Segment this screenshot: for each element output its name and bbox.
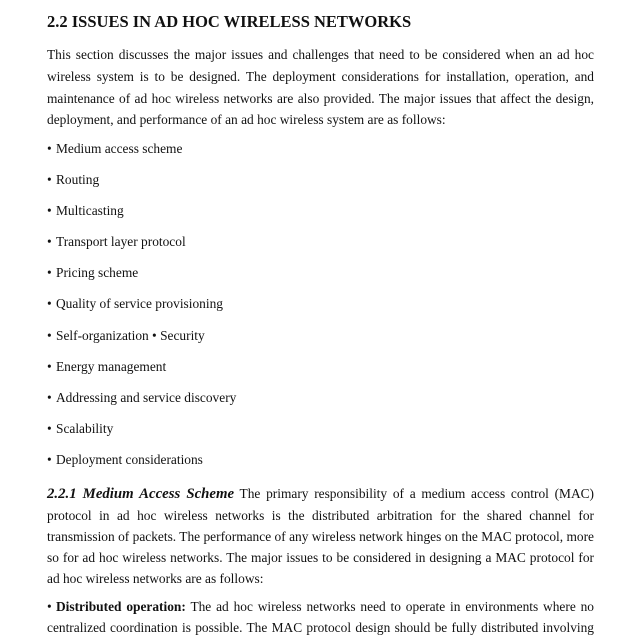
list-item — [47, 418, 236, 449]
list-item — [47, 200, 236, 231]
list-item — [47, 387, 236, 418]
list-item — [47, 293, 236, 324]
medium-access-paragraph — [47, 483, 594, 589]
distributed-operation-body: The ad hoc wireless networks need to operate in environments where no centralized coordination is possible. The MAC protocol design should be fully distributed involving — [47, 599, 594, 635]
list-item — [47, 169, 236, 200]
list-item — [47, 449, 236, 480]
list-item-label: Routing — [56, 172, 100, 188]
list-item — [47, 138, 236, 169]
list-item-label: Addressing and service discovery — [56, 389, 237, 405]
list-item — [47, 356, 236, 387]
list-item-label: Transport layer protocol — [56, 234, 186, 250]
bullet-icon: • — [47, 265, 52, 281]
bullet-icon: • — [47, 234, 52, 250]
list-item-label: Pricing scheme — [56, 265, 139, 281]
list-item — [47, 325, 236, 356]
bullet-icon: • — [47, 327, 52, 343]
bullet-icon: • — [47, 172, 52, 188]
bullet-icon: • — [47, 420, 52, 436]
list-item-label: Multicasting — [56, 203, 124, 219]
subsection-heading: 2.2.1 Medium Access Scheme — [47, 486, 235, 502]
list-item-label: Scalability — [56, 420, 114, 436]
list-item-label: Self-organization • Security — [56, 327, 205, 343]
list-item-label: Deployment considerations — [56, 451, 203, 467]
bullet-icon: • — [47, 358, 52, 374]
list-item — [47, 262, 236, 293]
list-item — [47, 231, 236, 262]
bullet-icon: • — [47, 599, 52, 614]
section-heading: 2.2 ISSUES IN AD HOC WIRELESS NETWORKS — [47, 12, 412, 31]
bullet-icon: • — [47, 451, 52, 467]
list-item-label: Energy management — [56, 358, 167, 374]
bullet-icon: • — [47, 296, 52, 312]
distributed-operation-term: Distributed operation: — [56, 599, 186, 614]
bullet-icon: • — [47, 203, 52, 219]
subsection-body: The primary responsibility of a medium access control (MAC) protocol in ad hoc wireless networks is the distributed arbitration for the shared channel for transmission of packets. The performance of any wireless network hinges on the MAC protocol, more so for ad hoc wireless networks. The major issues to be considered in designing a MAC protocol for ad hoc wireless networks are as follows: — [47, 486, 595, 586]
bullet-icon: • — [47, 389, 52, 405]
issues-list — [47, 138, 236, 480]
distributed-operation-paragraph — [47, 596, 594, 638]
bullet-icon: • — [47, 141, 52, 156]
list-item-label: Medium access scheme — [56, 141, 183, 156]
intro-paragraph: This section discusses the major issues and challenges that need to be considered when an ad hoc wireless system is to be designed. The deployment considerations for installation, operation, and maintenance of ad hoc wireless networks are also provided. The major issues that affect the design, deployment, and performance of an ad hoc wireless system are as follows: — [47, 47, 594, 128]
list-item-label: Quality of service provisioning — [56, 296, 223, 312]
